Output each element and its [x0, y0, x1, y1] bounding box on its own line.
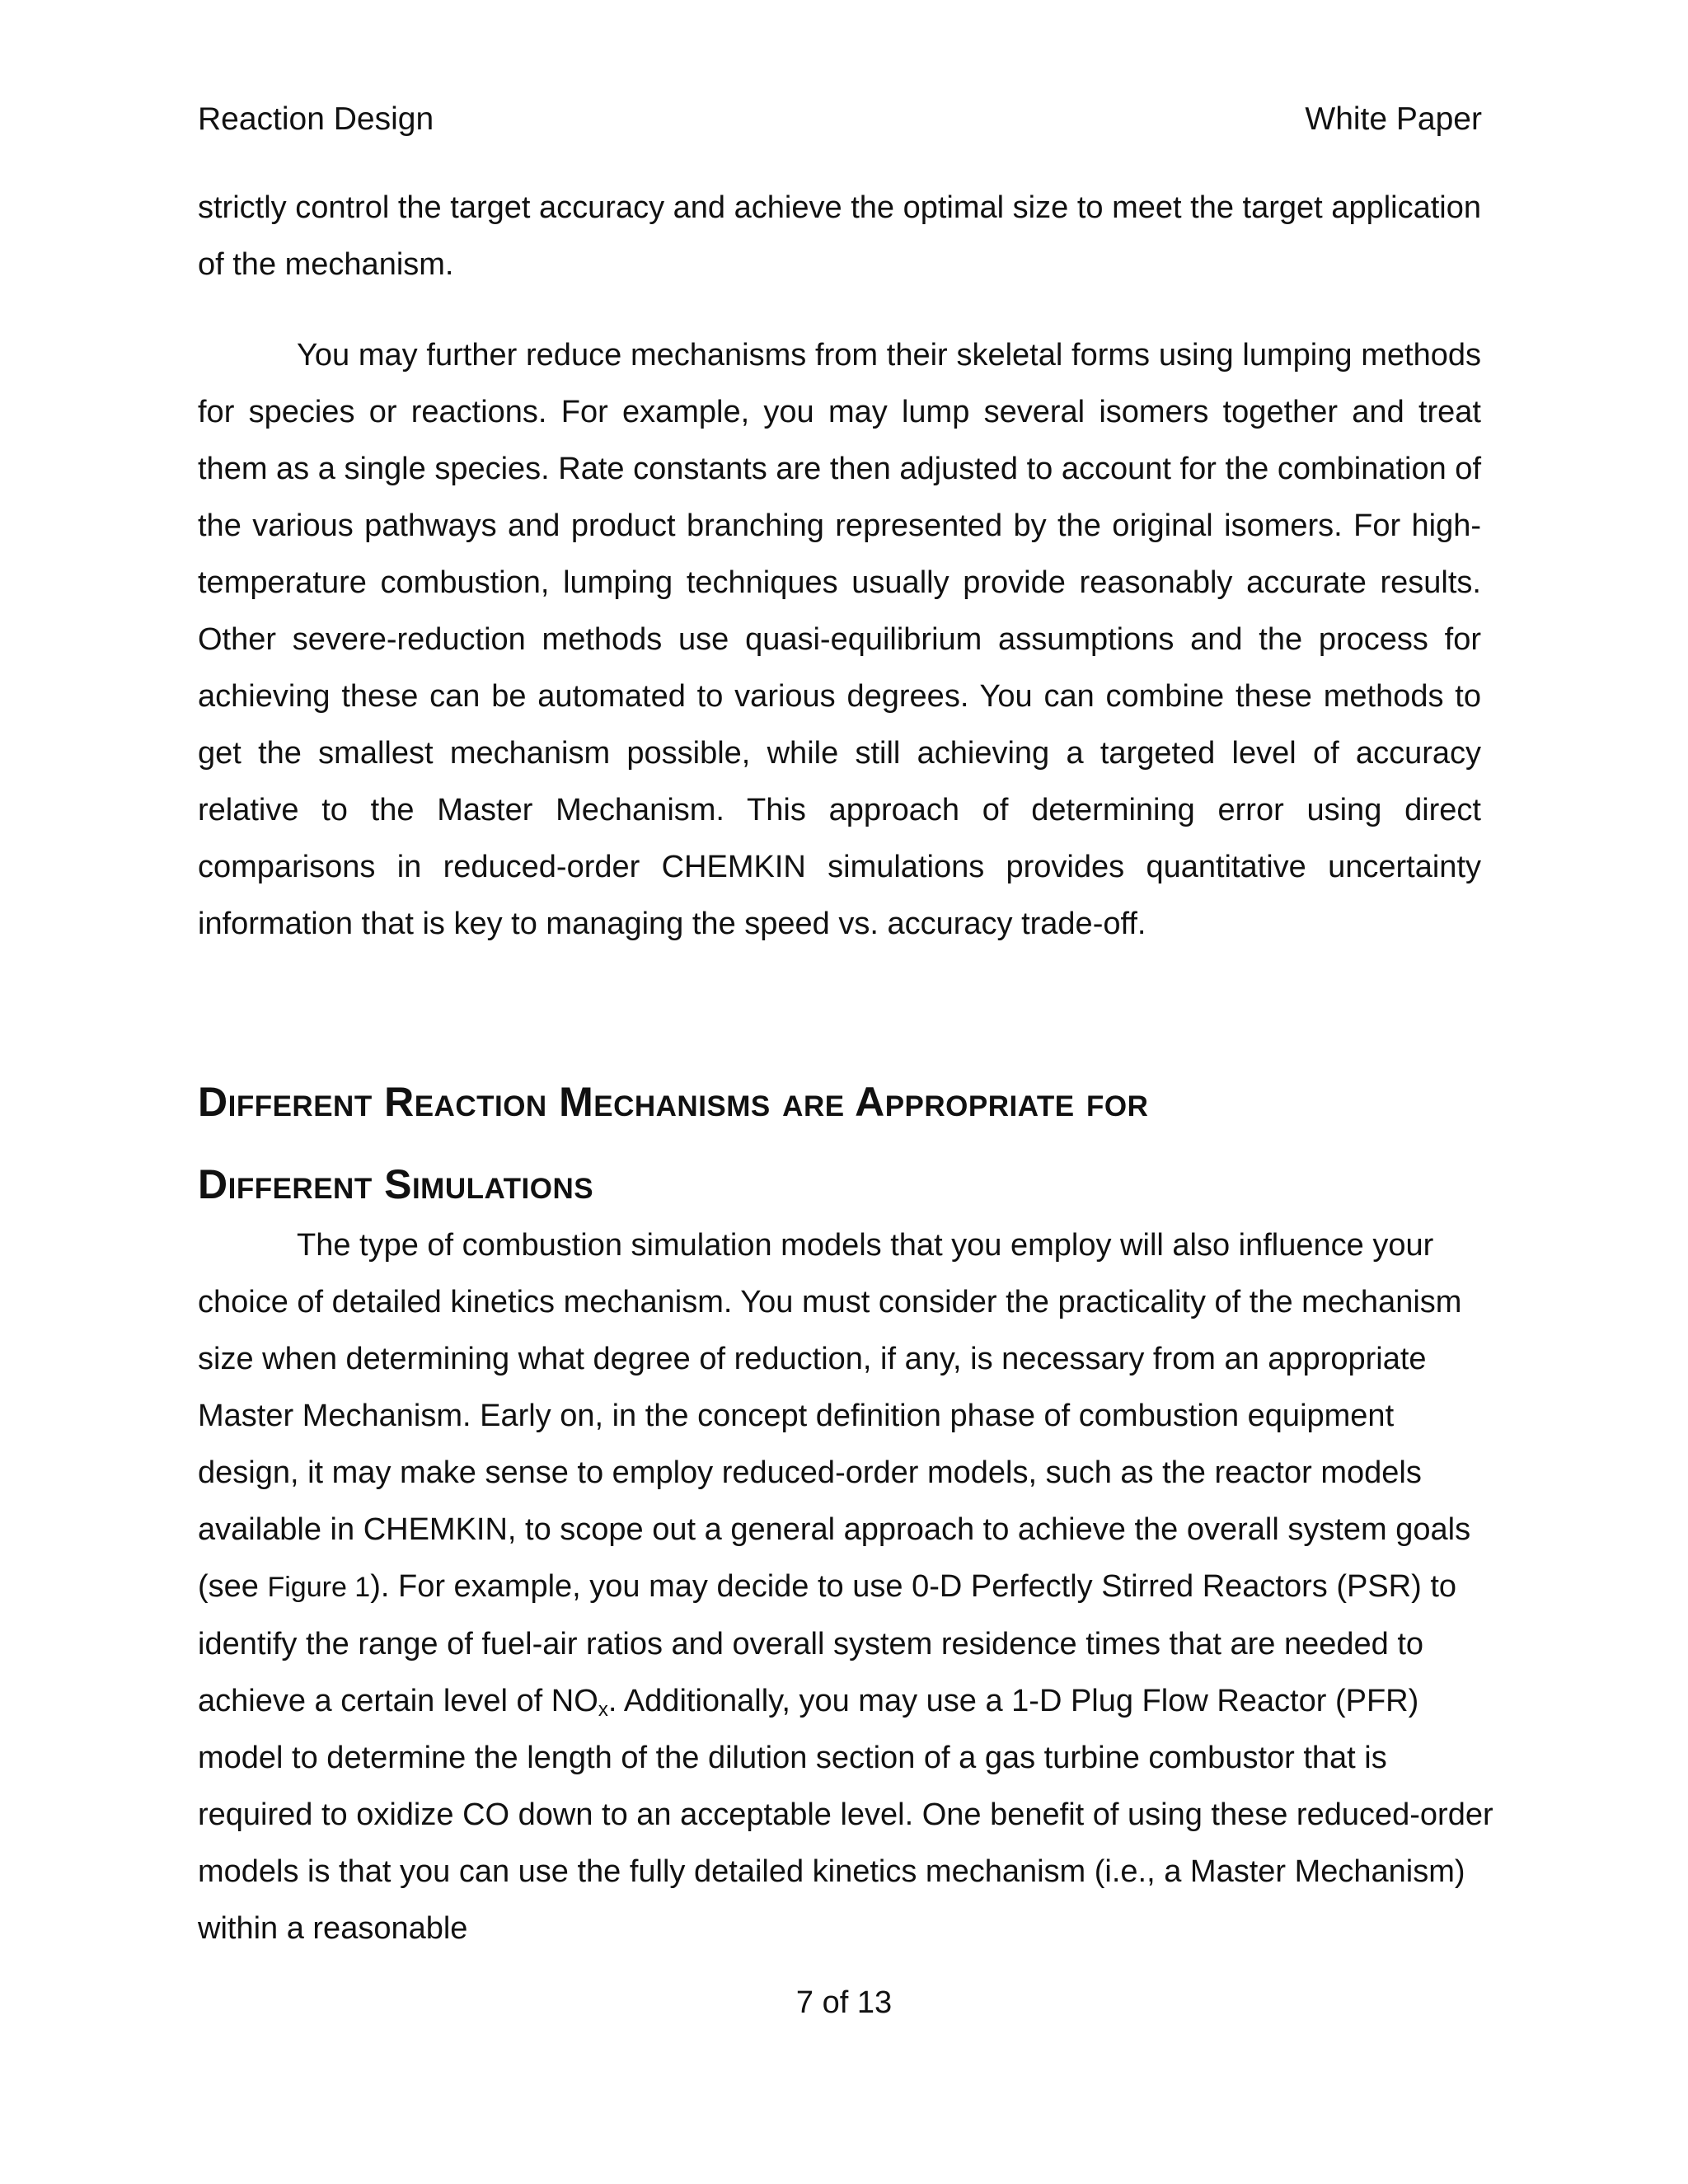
- section-heading: [198, 1061, 1517, 1226]
- paragraph-lumping-methods: You may further reduce mechanisms from their skeletal forms using lumping methods for species or reactions. For example, you may lump several isomers together and treat them as a single species. Rate constants are then adjusted to account for the combination of the various pathways and product branching represented by the original isomers. For high-temperature combustion, lumping techniques usually provide reasonably accurate results. Other severe-reduction methods use quasi-equilibrium assumptions and the process for achieving these can be automated to various degrees. You can combine these methods to get the smallest mechanism possible, while still achieving a targeted level of accuracy relative to the Master Mechanism. This approach of determining error using direct comparisons in reduced-order CHEMKIN simulations provides quantitative uncertainty information that is key to managing the speed vs. accuracy trade-off.: [198, 338, 1481, 941]
- section-heading-line-1: Different Reaction Mechanisms are Appropriate for: [198, 1079, 1149, 1125]
- paragraph-simulation-models: [198, 1217, 1500, 1957]
- paragraph-text-part-2: ). For example, you may decide to use 0-D Perfectly Stirred Reactors (PSR) to identify the range of fuel-air ratios and overall system residence times that are needed to achieve a certain level of NO: [198, 1569, 1457, 1718]
- paragraph-text-part-3: . Additionally, you may use a 1-D Plug Flow Reactor (PFR) model to determine the length of the dilution section of a gas turbine combustor that is required to oxidize CO down to an acceptable level. One benefit of using these reduced-order models is that you can use the fully detailed kinetics mechanism (i.e., a Master Mechanism) within a reasonable: [198, 1684, 1493, 1946]
- paragraph-continuation: strictly control the target accuracy and achieve the optimal size to meet the target application of the mechanism.: [198, 190, 1481, 282]
- header-company-name: Reaction Design: [198, 101, 434, 137]
- nox-subscript: x: [598, 1699, 608, 1721]
- section-heading-line-2: Different Simulations: [198, 1161, 594, 1207]
- header-document-type: White Paper: [1305, 101, 1482, 137]
- figure-reference-link[interactable]: Figure 1: [267, 1572, 371, 1603]
- page-number: 7 of 13: [795, 1985, 893, 2020]
- paragraph-text-part-1: The type of combustion simulation models that you employ will also influence your choice of detailed kinetics mechanism. You must consider the practicality of the mechanism size when determining what degree of reduction, if any, is necessary from an appropriate Master Mechanism. Early on, in the concept definition phase of combustion equipment design, it may make sense to employ reduced-order models, such as the reactor models available in CHEMKIN, to scope out a general approach to achieve the overall system goals (see: [198, 1228, 1471, 1604]
- running-header: [198, 99, 1482, 140]
